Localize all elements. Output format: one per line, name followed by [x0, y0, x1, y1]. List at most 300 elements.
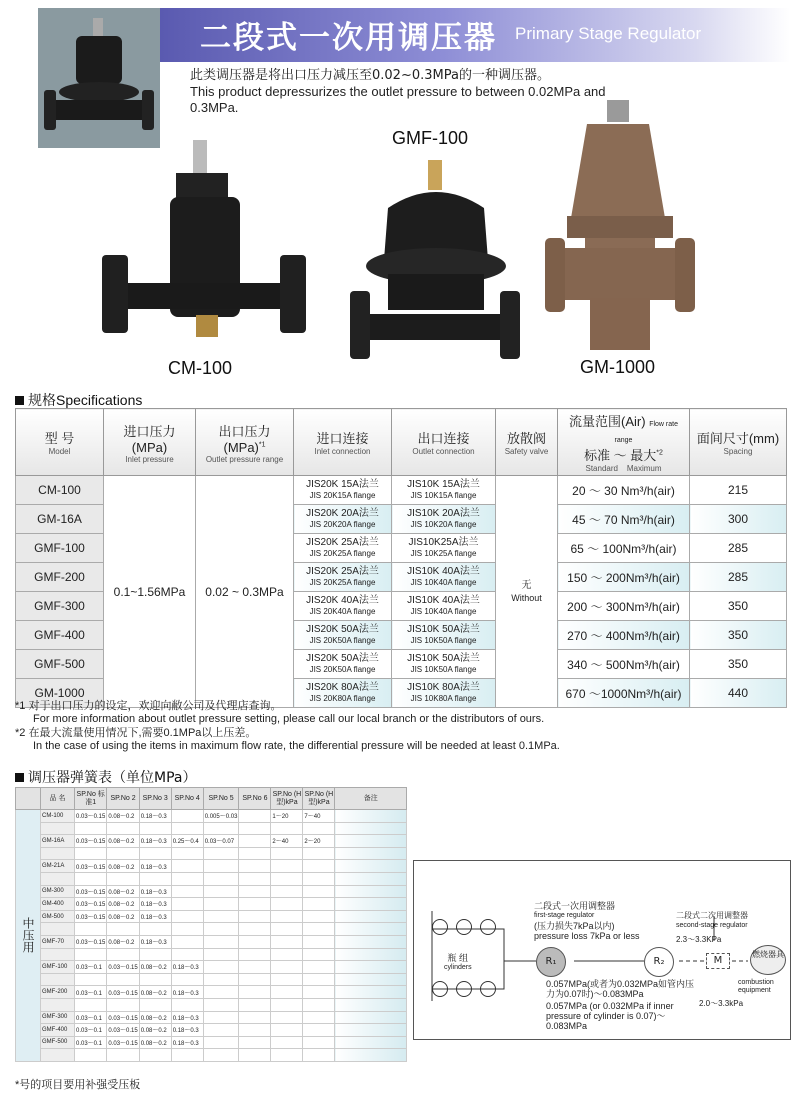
gm-1000-photo: [545, 98, 695, 356]
spring-memo: [335, 923, 407, 936]
spring-cell: 2～20: [303, 835, 335, 848]
spring-cell: 0.03～0.15: [107, 986, 139, 999]
note-1-en: For more information about outlet pressure setting, please call our local branch or the distributors of ours.: [33, 713, 545, 725]
spring-model: CM-100: [41, 810, 75, 823]
spec-outlet-connection: JIS10K 20A法兰 JIS 10K20A flange: [392, 505, 496, 534]
spring-model: GMF-70: [41, 935, 75, 948]
spring-cell: [75, 1049, 107, 1062]
page-title-english: Primary Stage Regulator: [515, 24, 702, 43]
spring-memo: [335, 810, 407, 823]
spring-cell: [271, 998, 303, 1011]
spring-cell: [303, 822, 335, 835]
spring-cell: [139, 973, 171, 986]
cm-100-label: CM-100: [168, 358, 233, 378]
note-2-en: In the case of using the items in maximum flow rate, the differential pressure will be needed at least 0.1MPa.: [33, 740, 560, 752]
spring-cell: 0.03～0.07: [203, 835, 239, 848]
spring-cell: [303, 923, 335, 936]
spec-heading: [15, 390, 142, 410]
spring-cell: [203, 1011, 239, 1024]
spring-cell: [203, 935, 239, 948]
spec-flow-range: 20 ～ 30 Nm³/h(air): [558, 476, 690, 505]
spring-row: [16, 1011, 407, 1024]
spring-cell: [239, 1024, 271, 1037]
spring-cell: [239, 885, 271, 898]
spring-cell: 0.03～0.15: [75, 935, 107, 948]
spring-model: GM-16A: [41, 835, 75, 848]
spring-cell: [239, 1011, 271, 1024]
spring-cell: [271, 860, 303, 873]
spring-model: [41, 822, 75, 835]
spring-model: [41, 998, 75, 1011]
spring-cell: 0.08～0.2: [139, 1024, 171, 1037]
spring-header-cell: SP.No (H型)kPa: [303, 788, 335, 810]
spring-memo: [335, 898, 407, 911]
second-stage-label: 二段式二次用调整器 second-stage regulator 2.3～3.3KPa: [676, 911, 748, 944]
spring-cell: [271, 923, 303, 936]
spring-cell: [239, 986, 271, 999]
spring-cell: 0.18～0.3: [171, 1011, 203, 1024]
spring-cell: [271, 872, 303, 885]
cylinder-icon: [480, 919, 496, 935]
spring-cell: [303, 973, 335, 986]
spec-flow-range: 150 ～ 200Nm³/h(air): [558, 563, 690, 592]
spring-header-cell: SP.No 标准1: [75, 788, 107, 810]
spring-cell: [303, 935, 335, 948]
combustion-label: combustion equipment: [738, 979, 774, 994]
spring-model: GMF-300: [41, 1011, 75, 1024]
spec-inlet-connection: JIS20K 80A法兰 JIS 20K80A flange: [294, 679, 392, 708]
spring-memo: [335, 1011, 407, 1024]
spring-cell: [139, 822, 171, 835]
square-bullet-icon: [15, 396, 24, 405]
spring-memo: [335, 973, 407, 986]
spring-cell: [303, 948, 335, 961]
spring-cell: [271, 1049, 303, 1062]
spring-cell: [139, 872, 171, 885]
cylinder-icon: [456, 919, 472, 935]
spring-cell: [303, 1036, 335, 1049]
spring-memo: [335, 872, 407, 885]
spec-table: [15, 408, 787, 708]
spring-cell: 0.08～0.2: [107, 935, 139, 948]
header-spacing: 面间尺寸(mm) Spacing: [690, 409, 787, 476]
spring-row: [16, 986, 407, 999]
spring-cell: [239, 898, 271, 911]
spring-row: [16, 885, 407, 898]
spring-cell: 0.03～0.15: [75, 898, 107, 911]
spec-flow-range: 200 ～ 300Nm³/h(air): [558, 592, 690, 621]
cylinder-icon: [432, 981, 448, 997]
spring-table: [15, 787, 407, 1062]
spring-memo: [335, 1024, 407, 1037]
spring-cell: [271, 973, 303, 986]
spring-model: GM-400: [41, 898, 75, 911]
spring-cell: [239, 847, 271, 860]
spring-cell: [107, 872, 139, 885]
spring-memo: [335, 1036, 407, 1049]
spring-cell: [75, 948, 107, 961]
spring-memo: [335, 935, 407, 948]
spring-cell: 0.08～0.2: [139, 1011, 171, 1024]
spec-spacing: 300: [690, 505, 787, 534]
cm-100-photo: [98, 135, 308, 350]
spring-cell: 0.03～0.15: [75, 835, 107, 848]
cylinder-icon: [432, 919, 448, 935]
spring-header-cell: SP.No 3: [139, 788, 171, 810]
spring-cell: 0.18～0.3: [171, 1036, 203, 1049]
spring-model: [41, 973, 75, 986]
spring-row: [16, 961, 407, 974]
spring-cell: 0.18～0.3: [171, 1024, 203, 1037]
spring-row: [16, 935, 407, 948]
note-2-cn: *2 在最大流量使用情况下,需要0.1MPa以上压差。: [15, 727, 257, 739]
spring-memo: [335, 860, 407, 873]
spring-cell: [171, 847, 203, 860]
spring-row: [16, 1024, 407, 1037]
spring-cell: [171, 1049, 203, 1062]
spring-cell: [139, 923, 171, 936]
spring-cell: [203, 847, 239, 860]
spring-cell: [271, 885, 303, 898]
spec-flow-range: 340 ～ 500Nm³/h(air): [558, 650, 690, 679]
intro-chinese: 此类调压器是将出口压力减压至0.02~0.3MPa的一种调压器。: [190, 68, 550, 83]
spring-model: [41, 847, 75, 860]
spring-cell: 0.03～0.15: [75, 860, 107, 873]
range-2-label: 2.0～3.3kPa: [699, 999, 744, 1008]
spring-cell: [271, 961, 303, 974]
spring-cell: 0.18～0.3: [171, 961, 203, 974]
spring-row: [16, 1049, 407, 1062]
spring-cell: [203, 860, 239, 873]
spring-cell: [203, 1049, 239, 1062]
spec-flow-range: 45 ～ 70 Nm³/h(air): [558, 505, 690, 534]
spring-cell: [107, 973, 139, 986]
spring-row: [16, 810, 407, 823]
spring-cell: [75, 847, 107, 860]
meter-icon: M: [706, 953, 730, 969]
spring-memo: [335, 1049, 407, 1062]
spec-outlet-connection: JIS10K 40A法兰 JIS 10K40A flange: [392, 563, 496, 592]
spring-model: GMF-100: [41, 961, 75, 974]
spring-cell: 0.08～0.2: [139, 986, 171, 999]
spec-flow-range: 270 ～ 400Nm³/h(air): [558, 621, 690, 650]
spec-outlet-connection: JIS10K 80A法兰 JIS 10K80A flange: [392, 679, 496, 708]
spring-model: GMF-400: [41, 1024, 75, 1037]
spring-cell: [303, 1049, 335, 1062]
spring-cell: 0.08～0.2: [139, 961, 171, 974]
spring-cell: [239, 948, 271, 961]
spring-header-cell: 备注: [335, 788, 407, 810]
spec-flow-range: 670 ～1000Nm³/h(air): [558, 679, 690, 708]
spring-cell: [171, 898, 203, 911]
spec-row: [16, 476, 787, 505]
gmf-100-label: GMF-100: [392, 128, 469, 148]
spec-inlet-connection: JIS20K 50A法兰 JIS 20K50A flange: [294, 650, 392, 679]
spring-cell: [239, 872, 271, 885]
header-inlet-connection: 进口连接 Inlet connection: [294, 409, 392, 476]
spec-model: GM-16A: [16, 505, 104, 534]
spring-model: [41, 923, 75, 936]
spring-row: [16, 872, 407, 885]
intro-english: This product depressurizes the outlet pressure to between 0.02MPa and 0.3MPa.: [190, 84, 606, 115]
spring-model: GM-300: [41, 885, 75, 898]
spring-cell: [203, 885, 239, 898]
spring-row: [16, 898, 407, 911]
spring-cell: [107, 948, 139, 961]
note-1: [15, 697, 544, 725]
spring-cell: [239, 1036, 271, 1049]
spring-cell: [303, 860, 335, 873]
spring-cell: [239, 810, 271, 823]
cylinder-icon: [456, 981, 472, 997]
spring-cell: [203, 998, 239, 1011]
spring-cell: [107, 847, 139, 860]
spring-cell: [271, 948, 303, 961]
spec-inlet-connection: JIS20K 20A法兰 JIS 20K20A flange: [294, 505, 392, 534]
spec-inlet-connection: JIS20K 25A法兰 JIS 20K25A flange: [294, 563, 392, 592]
gm-1000-label: GM-1000: [580, 357, 656, 377]
spring-cell: [203, 948, 239, 961]
spring-header-cell: SP.No 4: [171, 788, 203, 810]
spring-header-group: [16, 788, 41, 810]
spring-memo: [335, 835, 407, 848]
spring-cell: [171, 948, 203, 961]
spec-model: GMF-100: [16, 534, 104, 563]
spring-cell: 0.08～0.2: [107, 835, 139, 848]
spring-cell: [171, 973, 203, 986]
spring-cell: [171, 998, 203, 1011]
spring-cell: [107, 998, 139, 1011]
spring-cell: [171, 923, 203, 936]
spring-model: GM-500: [41, 910, 75, 923]
spring-cell: 0.18～0.3: [171, 986, 203, 999]
burner-icon: 燃烧器具: [750, 945, 786, 975]
spring-cell: [239, 961, 271, 974]
spring-footnote: *号的项目要用补强受压板: [15, 1079, 141, 1091]
pressure-condition-cn: 0.057MPa(或者为0.032MPa如管内压力为0.07时)～0.083MPa: [546, 979, 695, 999]
spring-header-cell: SP.No 2: [107, 788, 139, 810]
spring-row: [16, 835, 407, 848]
spec-model: CM-100: [16, 476, 104, 505]
spring-cell: [303, 872, 335, 885]
spring-memo: [335, 847, 407, 860]
spring-cell: [239, 910, 271, 923]
spec-inlet-pressure: 0.1~1.56MPa: [104, 476, 196, 708]
spring-memo: [335, 998, 407, 1011]
spring-heading-text: 调压器弹簧表（单位MPa）: [28, 770, 197, 786]
spring-memo: [335, 910, 407, 923]
spring-cell: [239, 935, 271, 948]
spring-cell: 0.08～0.2: [107, 898, 139, 911]
header-outlet: 出口压力(MPa)$^{*1}$ Outlet pressure range: [196, 409, 294, 476]
spring-cell: [171, 822, 203, 835]
spec-spacing: 350: [690, 650, 787, 679]
spring-row: [16, 847, 407, 860]
spring-cell: 0.18～0.3: [139, 898, 171, 911]
spec-inlet-connection: JIS20K 40A法兰 JIS 20K40A flange: [294, 592, 392, 621]
spring-cell: [203, 973, 239, 986]
spring-cell: [303, 998, 335, 1011]
spec-outlet-connection: JIS10K 15A法兰 JIS 10K15A flange: [392, 476, 496, 505]
spec-model: GMF-400: [16, 621, 104, 650]
spec-model: GMF-200: [16, 563, 104, 592]
spec-outlet-connection: JIS10K25A法兰 JIS 10K25A flange: [392, 534, 496, 563]
spring-cell: 0.18～0.3: [139, 910, 171, 923]
note-1-cn: *1 对于出口压力的设定，欢迎向敝公司及代理店查询。: [15, 700, 282, 712]
spring-cell: [239, 835, 271, 848]
header-flow-range: 流量范围(Air) Flow rate range 标准 ～ 最大$^{*2}$ Standard Maximum: [558, 409, 690, 476]
spec-inlet-connection: JIS20K 15A法兰 JIS 20K15A flange: [294, 476, 392, 505]
spring-cell: [171, 910, 203, 923]
spring-cell: [75, 923, 107, 936]
spring-cell: [107, 822, 139, 835]
spring-cell: [239, 822, 271, 835]
spring-cell: [171, 860, 203, 873]
spring-cell: [271, 822, 303, 835]
spring-cell: [203, 822, 239, 835]
spring-cell: [271, 935, 303, 948]
spring-model: [41, 872, 75, 885]
spring-cell: [203, 872, 239, 885]
header-safety-valve: 放散阀 Safety valve: [496, 409, 558, 476]
spec-inlet-connection: JIS20K 25A法兰 JIS 20K25A flange: [294, 534, 392, 563]
spring-cell: 1～20: [271, 810, 303, 823]
spring-cell: [303, 910, 335, 923]
spring-cell: 0.03～0.15: [75, 810, 107, 823]
spring-row: [16, 860, 407, 873]
spec-header-row: [16, 409, 787, 476]
spring-cell: 7～40: [303, 810, 335, 823]
spring-cell: [203, 961, 239, 974]
spring-cell: [271, 1036, 303, 1049]
spring-cell: [203, 1036, 239, 1049]
spring-cell: 0.18～0.3: [139, 810, 171, 823]
spring-cell: [75, 998, 107, 1011]
spring-cell: 0.005～0.03: [203, 810, 239, 823]
thumbnail-product-photo: [38, 8, 160, 148]
regulator-r2-icon: R₂: [644, 947, 674, 977]
spring-row: [16, 923, 407, 936]
spec-model: GM-1000: [16, 679, 104, 708]
note-2: [15, 724, 560, 752]
spring-memo: [335, 961, 407, 974]
spring-cell: 0.03～0.15: [75, 910, 107, 923]
spring-header-cell: 品 名: [41, 788, 75, 810]
spring-model: GMF-500: [41, 1036, 75, 1049]
spring-header-cell: SP.No (H型)kPa: [271, 788, 303, 810]
spring-cell: 0.03～0.1: [75, 1036, 107, 1049]
spring-cell: [203, 1024, 239, 1037]
spring-cell: [303, 898, 335, 911]
regulator-r1-icon: R₁: [536, 947, 566, 977]
spring-cell: 0.08～0.2: [107, 910, 139, 923]
square-bullet-icon: [15, 773, 24, 782]
spring-cell: [139, 998, 171, 1011]
spring-row: [16, 822, 407, 835]
spring-cell: 0.18～0.3: [139, 860, 171, 873]
spring-cell: [171, 885, 203, 898]
spring-cell: [303, 1024, 335, 1037]
spring-cell: [107, 923, 139, 936]
spring-header-cell: SP.No 5: [203, 788, 239, 810]
spec-heading-en: Specifications: [56, 392, 143, 408]
spring-cell: [203, 923, 239, 936]
spec-spacing: 215: [690, 476, 787, 505]
spring-cell: 0.03～0.15: [75, 885, 107, 898]
spring-model: GMF-200: [41, 986, 75, 999]
spring-cell: 0.03～0.1: [75, 1024, 107, 1037]
spec-outlet-connection: JIS10K 50A法兰 JIS 10K50A flange: [392, 621, 496, 650]
spring-cell: [303, 986, 335, 999]
header-outlet-connection: 出口连接 Outlet connection: [392, 409, 496, 476]
spring-cell: [303, 885, 335, 898]
spring-cell: 0.18～0.3: [139, 935, 171, 948]
spring-cell: [171, 810, 203, 823]
first-stage-label: 二段式一次用调整器 first-stage regulator (压力损失7kPa以内) pressure loss 7kPa or less: [534, 901, 640, 941]
spring-cell: [239, 973, 271, 986]
cylinder-icon: [480, 981, 496, 997]
spring-cell: 0.18～0.3: [139, 885, 171, 898]
spring-memo: [335, 885, 407, 898]
spec-outlet-connection: JIS10K 50A法兰 JIS 10K50A flange: [392, 650, 496, 679]
spring-cell: [271, 1011, 303, 1024]
spring-cell: [271, 847, 303, 860]
spec-safety-valve: 无 Without: [496, 476, 558, 708]
cylinders-label: 瓶 组 cylinders: [444, 953, 472, 971]
spring-cell: 0.03～0.15: [107, 961, 139, 974]
page-title: 二段式一次用调压器: [200, 20, 497, 56]
header-model: 型 号 Model: [16, 409, 104, 476]
spring-cell: [75, 872, 107, 885]
spring-row: [16, 1036, 407, 1049]
spring-cell: 0.03～0.15: [107, 1036, 139, 1049]
spring-header-cell: SP.No 6: [239, 788, 271, 810]
spring-heading: [15, 767, 196, 787]
spring-cell: [75, 822, 107, 835]
spring-row: [16, 973, 407, 986]
spring-cell: 0.08～0.2: [107, 885, 139, 898]
spring-model: GM-21A: [41, 860, 75, 873]
spring-cell: [271, 1024, 303, 1037]
pressure-condition-en: 0.057MPa (or 0.032MPa if inner pressure of cylinder is 0.07)～0.083MPa: [546, 1001, 674, 1031]
example-diagram: [413, 860, 791, 1040]
spring-cell: [139, 847, 171, 860]
spring-cell: 0.03～0.1: [75, 1011, 107, 1024]
spring-cell: 0.18～0.3: [139, 835, 171, 848]
spring-cell: [203, 910, 239, 923]
spring-group-label: 中压用: [16, 810, 41, 1062]
spec-spacing: 285: [690, 563, 787, 592]
spring-cell: [303, 1011, 335, 1024]
spring-row: [16, 998, 407, 1011]
spec-outlet-connection: JIS10K 40A法兰 JIS 10K40A flange: [392, 592, 496, 621]
spec-model: GMF-500: [16, 650, 104, 679]
spring-cell: [239, 998, 271, 1011]
spring-row: [16, 948, 407, 961]
spring-cell: 2～40: [271, 835, 303, 848]
spring-header-row: [16, 788, 407, 810]
spring-memo: [335, 986, 407, 999]
spring-cell: 0.08～0.2: [107, 860, 139, 873]
spring-cell: [171, 935, 203, 948]
spec-spacing: 440: [690, 679, 787, 708]
spring-cell: [303, 961, 335, 974]
spec-spacing: 285: [690, 534, 787, 563]
spring-cell: [107, 1049, 139, 1062]
spring-memo: [335, 822, 407, 835]
spec-spacing: 350: [690, 621, 787, 650]
spring-row: [16, 910, 407, 923]
